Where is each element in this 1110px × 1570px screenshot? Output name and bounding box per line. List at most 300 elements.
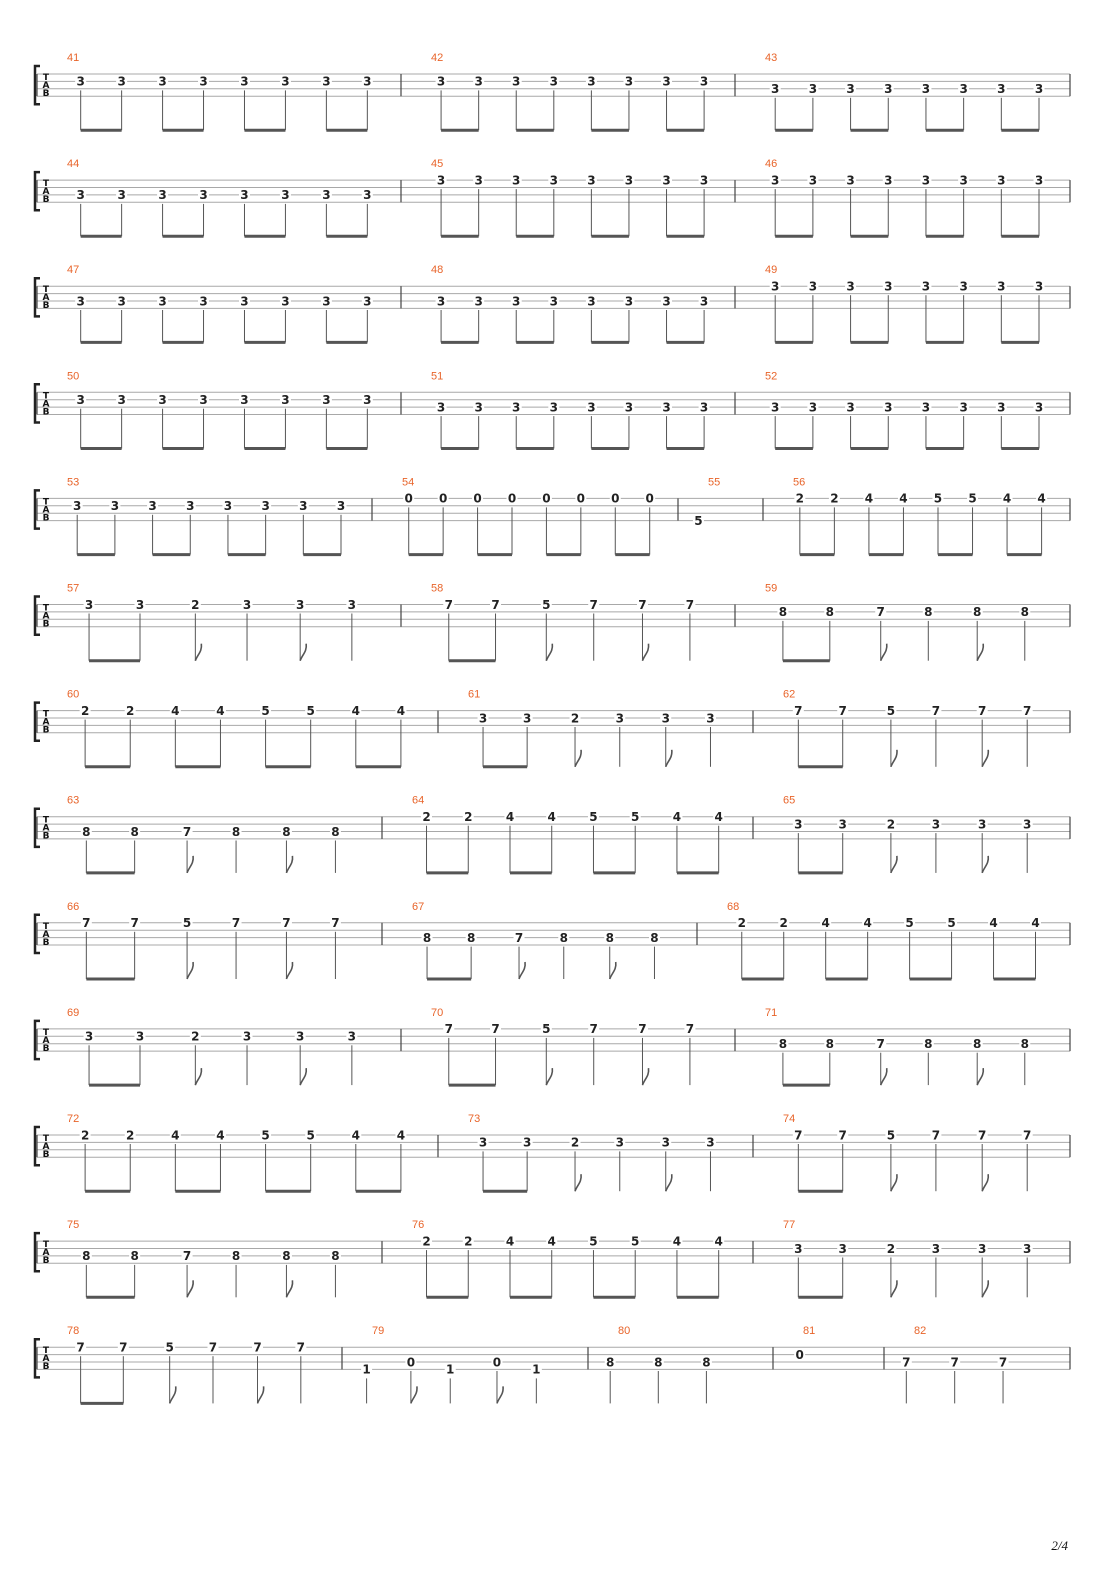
fret-number: 3 — [699, 173, 709, 188]
fret-number: 3 — [336, 499, 346, 514]
fret-number: 3 — [549, 294, 558, 309]
fret-number: 3 — [117, 74, 126, 89]
fret-number: 3 — [997, 82, 1006, 97]
fret-number: 8 — [605, 930, 614, 945]
fret-number: 3 — [808, 82, 818, 97]
measure-number: 47 — [67, 264, 80, 277]
fret-number: 8 — [231, 824, 241, 839]
fret-number: 5 — [968, 491, 977, 506]
note-flag — [300, 1068, 306, 1085]
fret-number: 3 — [959, 279, 968, 294]
fret-number: 3 — [1034, 400, 1044, 415]
fret-number: 2 — [464, 1234, 473, 1249]
tab-clef-letter: A — [42, 1354, 50, 1365]
tab-clef-letter: T — [42, 815, 50, 826]
fret-number: 3 — [931, 817, 941, 832]
fret-number: 7 — [130, 916, 139, 931]
fret-number: 3 — [624, 400, 634, 415]
tab-clef-letter: B — [42, 1043, 50, 1054]
tab-clef-letter: A — [42, 1248, 50, 1259]
fret-number: 7 — [182, 824, 192, 839]
measure-number: 77 — [783, 1219, 796, 1232]
tab-clef-letter: B — [42, 1150, 50, 1160]
fret-number: 2 — [779, 916, 788, 931]
fret-number: 3 — [846, 400, 855, 415]
tab-clef-letter: A — [42, 611, 50, 622]
fret-number: 2 — [80, 1128, 90, 1143]
note-flag — [187, 962, 193, 979]
note-flag — [982, 750, 988, 767]
measure-number: 55 — [708, 476, 721, 489]
fret-number: 3 — [959, 400, 968, 415]
fret-number: 3 — [794, 1241, 803, 1256]
fret-number: 7 — [589, 597, 598, 612]
fret-number: 3 — [242, 597, 252, 612]
fret-number: 8 — [778, 1037, 788, 1051]
fret-number: 3 — [158, 294, 167, 309]
measure-number: 74 — [783, 1113, 796, 1125]
fret-number: 2 — [126, 703, 135, 718]
tab-clef-letter: A — [42, 81, 50, 91]
fret-number: 3 — [148, 499, 157, 514]
fret-number: 8 — [1020, 1037, 1029, 1051]
fret-number: 7 — [950, 1355, 959, 1370]
fret-number: 7 — [978, 1128, 987, 1143]
note-flag — [982, 1280, 988, 1297]
measure-number: 76 — [412, 1219, 425, 1232]
fret-number: 3 — [295, 597, 305, 612]
fret-number: 8 — [282, 824, 291, 839]
fret-number: 3 — [478, 1135, 488, 1150]
tab-clef-letter: T — [42, 1027, 50, 1038]
fret-number: 3 — [699, 74, 709, 89]
fret-number: 7 — [444, 1022, 453, 1037]
fret-number: 3 — [76, 393, 85, 407]
fret-number: 8 — [924, 605, 933, 620]
fret-number: 4 — [505, 1234, 515, 1249]
note-flag — [195, 644, 201, 661]
fret-number: 8 — [702, 1355, 711, 1370]
fret-number: 3 — [699, 294, 709, 309]
fret-number: 8 — [924, 1037, 933, 1051]
note-flag — [187, 1280, 193, 1297]
note-flag — [891, 856, 897, 873]
fret-number: 7 — [82, 916, 91, 931]
fret-number: 3 — [281, 188, 290, 203]
tab-clef-letter: T — [42, 285, 50, 296]
fret-number: 7 — [514, 930, 524, 945]
measure-number: 65 — [783, 794, 796, 807]
measure-number: 50 — [67, 370, 80, 383]
fret-number: 4 — [396, 703, 406, 718]
fret-number: 3 — [884, 279, 893, 294]
fret-number: 3 — [921, 400, 931, 415]
fret-number: 4 — [351, 703, 360, 718]
fret-number: 3 — [997, 400, 1006, 415]
fret-number: 7 — [838, 1128, 847, 1143]
page-number: 2/4 — [1051, 1538, 1068, 1553]
measure-number: 57 — [67, 582, 80, 595]
tab-clef-letter: B — [42, 89, 50, 99]
fret-number: 3 — [478, 711, 488, 726]
fret-number: 3 — [1023, 1241, 1032, 1256]
tab-clef-letter: A — [42, 187, 50, 198]
fret-number: 8 — [1020, 605, 1029, 620]
fret-number: 3 — [706, 1135, 715, 1150]
fret-number: 3 — [884, 82, 893, 97]
fret-number: 3 — [436, 294, 446, 309]
fret-number: 3 — [587, 294, 596, 309]
tab-clef-letter: T — [42, 497, 50, 508]
fret-number: 1 — [446, 1362, 455, 1377]
note-flag — [881, 644, 887, 661]
fret-number: 8 — [422, 930, 432, 945]
fret-number: 3 — [242, 1029, 252, 1044]
fret-number: 3 — [838, 817, 847, 832]
fret-number: 2 — [422, 1234, 431, 1249]
fret-number: 3 — [1034, 82, 1044, 97]
fret-number: 3 — [978, 817, 987, 832]
fret-number: 8 — [82, 824, 91, 839]
fret-number: 2 — [191, 1029, 200, 1044]
fret-number: 3 — [117, 393, 126, 407]
fret-number: 7 — [902, 1355, 911, 1370]
fret-number: 5 — [306, 1128, 315, 1143]
note-flag — [497, 1386, 503, 1403]
measure-number: 41 — [67, 52, 80, 64]
fret-number: 4 — [672, 1234, 682, 1249]
fret-number: 7 — [119, 1340, 128, 1355]
fret-number: 7 — [491, 597, 500, 612]
fret-number: 3 — [846, 82, 855, 97]
fret-number: 3 — [186, 499, 195, 514]
measure-number: 56 — [793, 476, 806, 489]
fret-number: 8 — [331, 1249, 340, 1264]
tab-clef-letter: T — [42, 603, 50, 614]
fret-number: 3 — [363, 294, 372, 309]
fret-number: 3 — [549, 400, 558, 415]
tab-clef-letter: B — [42, 725, 50, 736]
fret-number: 2 — [422, 810, 431, 824]
fret-number: 4 — [216, 703, 225, 718]
fret-number: 3 — [363, 393, 372, 407]
tab-clef-letter: T — [42, 921, 50, 932]
note-flag — [575, 750, 581, 767]
fret-number: 3 — [135, 1029, 145, 1044]
tab-clef-letter: B — [42, 1256, 50, 1267]
note-flag — [891, 750, 897, 767]
fret-number: 4 — [863, 916, 872, 931]
fret-number: 5 — [182, 916, 192, 931]
fret-number: 3 — [699, 400, 709, 415]
tab-clef-letter: T — [42, 73, 50, 83]
fret-number: 4 — [547, 810, 556, 824]
measure-number: 52 — [765, 370, 778, 383]
fret-number: 3 — [76, 294, 85, 309]
fret-number: 2 — [464, 810, 473, 824]
fret-number: 3 — [76, 188, 85, 203]
fret-number: 3 — [240, 393, 249, 407]
fret-number: 3 — [158, 393, 167, 407]
measure-number: 80 — [618, 1325, 631, 1338]
fret-number: 4 — [899, 491, 908, 506]
fret-number: 3 — [281, 294, 290, 309]
note-flag — [891, 1280, 897, 1297]
measure-number: 44 — [67, 158, 80, 171]
fret-number: 3 — [771, 279, 780, 294]
fret-number: 5 — [261, 703, 270, 718]
fret-number: 3 — [73, 499, 82, 514]
fret-number: 2 — [886, 1241, 896, 1256]
fret-number: 5 — [886, 1128, 896, 1143]
fret-number: 4 — [351, 1128, 360, 1143]
fret-number: 3 — [624, 173, 634, 188]
measure-number: 79 — [372, 1325, 385, 1338]
fret-number: 4 — [505, 810, 515, 824]
fret-number: 4 — [864, 491, 874, 506]
measure-number: 59 — [765, 582, 778, 595]
fret-number: 2 — [795, 491, 805, 506]
fret-number: 7 — [685, 597, 695, 612]
fret-number: 3 — [84, 597, 94, 612]
fret-number: 5 — [933, 491, 943, 506]
fret-number: 3 — [363, 74, 372, 89]
note-flag — [300, 644, 306, 661]
tab-clef-letter: T — [42, 1346, 50, 1357]
note-flag — [286, 962, 292, 979]
tab-clef-letter: A — [42, 823, 50, 834]
fret-number: 1 — [532, 1362, 541, 1377]
fret-number: 2 — [570, 1135, 580, 1150]
note-flag — [170, 1386, 176, 1403]
fret-number: 3 — [661, 711, 670, 726]
fret-number: 3 — [199, 393, 208, 407]
fret-number: 3 — [261, 499, 270, 514]
fret-number: 7 — [1023, 703, 1032, 718]
note-flag — [286, 1280, 292, 1297]
fret-number: 3 — [76, 74, 85, 89]
note-flag — [666, 750, 672, 767]
fret-number: 7 — [838, 703, 847, 718]
note-flag — [286, 856, 292, 873]
measure-number: 46 — [765, 158, 778, 171]
fret-number: 5 — [631, 1234, 640, 1249]
note-flag — [642, 644, 648, 661]
fret-number: 4 — [821, 916, 830, 931]
fret-number: 3 — [474, 173, 483, 188]
fret-number: 3 — [436, 74, 446, 89]
fret-number: 8 — [825, 1037, 834, 1051]
measure-number: 67 — [412, 900, 425, 913]
fret-number: 3 — [549, 173, 558, 188]
fret-number: 3 — [158, 74, 167, 89]
fret-number: 4 — [672, 810, 682, 824]
fret-number: 7 — [931, 703, 941, 718]
fret-number: 3 — [240, 294, 249, 309]
measure-number: 61 — [468, 688, 481, 701]
fret-number: 7 — [208, 1340, 218, 1355]
fret-number: 3 — [1034, 279, 1044, 294]
fret-number: 5 — [589, 810, 598, 824]
fret-number: 5 — [306, 703, 315, 718]
fret-number: 3 — [135, 597, 145, 612]
fret-number: 3 — [240, 188, 249, 203]
fret-number: 3 — [706, 711, 715, 726]
note-flag — [881, 1068, 887, 1085]
fret-number: 8 — [606, 1355, 615, 1370]
fret-number: 7 — [331, 916, 340, 931]
fret-number: 7 — [1023, 1128, 1032, 1143]
fret-number: 3 — [587, 74, 596, 89]
measure-number: 49 — [765, 264, 778, 277]
fret-number: 4 — [714, 810, 723, 824]
fret-number: 4 — [171, 703, 180, 718]
fret-number: 3 — [522, 711, 532, 726]
fret-number: 3 — [959, 82, 968, 97]
fret-number: 5 — [542, 1022, 551, 1037]
fret-number: 7 — [794, 703, 803, 718]
measure-number: 68 — [727, 900, 740, 913]
measure-number: 63 — [67, 794, 80, 807]
tab-clef-letter: B — [42, 831, 50, 842]
fret-number: 3 — [1034, 173, 1044, 188]
measure-number: 73 — [468, 1113, 481, 1125]
measure-number: 71 — [765, 1006, 778, 1019]
fret-number: 3 — [884, 400, 893, 415]
note-flag — [187, 856, 193, 873]
measure-number: 78 — [67, 1325, 80, 1338]
fret-number: 8 — [973, 1037, 982, 1051]
fret-number: 3 — [223, 499, 233, 514]
fret-number: 3 — [838, 1241, 847, 1256]
fret-number: 7 — [253, 1340, 262, 1355]
fret-number: 3 — [363, 188, 372, 203]
fret-number: 3 — [240, 74, 249, 89]
fret-number: 3 — [281, 74, 290, 89]
fret-number: 3 — [921, 173, 931, 188]
fret-number: 8 — [650, 930, 659, 945]
fret-number: 3 — [110, 499, 120, 514]
fret-number: 3 — [512, 74, 521, 89]
fret-number: 3 — [921, 82, 931, 97]
fret-number: 3 — [512, 173, 521, 188]
fret-number: 3 — [199, 188, 208, 203]
fret-number: 3 — [771, 82, 780, 97]
tab-clef-letter: T — [42, 709, 50, 720]
tab-clef-letter: A — [42, 929, 50, 940]
fret-number: 4 — [171, 1128, 180, 1143]
fret-number: 4 — [989, 916, 998, 931]
measure-number: 43 — [765, 52, 778, 64]
fret-number: 8 — [130, 824, 139, 839]
fret-number: 3 — [587, 173, 596, 188]
fret-number: 3 — [474, 74, 483, 89]
tab-clef-letter: A — [42, 1035, 50, 1046]
fret-number: 5 — [589, 1234, 598, 1249]
fret-number: 3 — [615, 711, 624, 726]
fret-number: 3 — [322, 294, 331, 309]
fret-number: 8 — [331, 824, 340, 839]
fret-number: 3 — [117, 188, 126, 203]
measure-number: 51 — [431, 370, 444, 383]
measure-number: 48 — [431, 264, 444, 277]
fret-number: 3 — [322, 393, 331, 407]
fret-number: 7 — [978, 703, 987, 718]
note-flag — [546, 1068, 552, 1085]
fret-number: 4 — [1031, 916, 1040, 931]
fret-number: 8 — [825, 605, 834, 620]
fret-number: 0 — [795, 1347, 804, 1362]
fret-number: 3 — [322, 74, 331, 89]
fret-number: 2 — [830, 491, 839, 506]
fret-number: 2 — [570, 711, 580, 726]
fret-number: 8 — [130, 1249, 139, 1264]
fret-number: 3 — [295, 1029, 305, 1044]
fret-number: 0 — [645, 491, 654, 506]
tab-clef-letter: T — [42, 179, 50, 190]
fret-number: 3 — [1023, 817, 1032, 832]
fret-number: 3 — [997, 279, 1006, 294]
fret-number: 5 — [631, 810, 640, 824]
measure-number: 58 — [431, 582, 444, 595]
fret-number: 3 — [587, 400, 596, 415]
fret-number: 5 — [165, 1340, 174, 1355]
tab-clef-letter: B — [42, 1362, 50, 1373]
fret-number: 2 — [126, 1128, 135, 1143]
note-flag — [411, 1386, 417, 1403]
measure-number: 54 — [402, 476, 415, 489]
fret-number: 5 — [947, 916, 956, 931]
tab-clef-letter: B — [42, 195, 50, 206]
measure-number: 69 — [67, 1006, 80, 1019]
note-flag — [982, 1174, 988, 1191]
fret-number: 7 — [876, 1037, 885, 1051]
note-flag — [982, 856, 988, 873]
fret-number: 3 — [615, 1135, 624, 1150]
fret-number: 5 — [542, 597, 551, 612]
note-flag — [610, 962, 616, 979]
fret-number: 3 — [662, 74, 671, 89]
fret-number: 5 — [886, 703, 896, 718]
note-flag — [575, 1174, 581, 1191]
fret-number: 4 — [714, 1234, 723, 1249]
fret-number: 3 — [549, 74, 558, 89]
fret-number: 3 — [512, 400, 521, 415]
fret-number: 4 — [1037, 491, 1046, 506]
fret-number: 3 — [794, 817, 803, 832]
fret-number: 4 — [547, 1234, 556, 1249]
fret-number: 0 — [438, 491, 448, 506]
fret-number: 1 — [362, 1362, 371, 1377]
measure-number: 81 — [803, 1325, 816, 1338]
fret-number: 3 — [884, 173, 893, 188]
fret-number: 0 — [406, 1355, 416, 1370]
tab-clef-letter: T — [42, 1240, 50, 1251]
fret-number: 3 — [959, 173, 968, 188]
measure-number: 72 — [67, 1113, 80, 1125]
fret-number: 3 — [281, 393, 290, 407]
tab-clef-letter: T — [42, 391, 50, 402]
fret-number: 3 — [117, 294, 126, 309]
fret-number: 3 — [347, 1029, 357, 1044]
tab-clef-letter: A — [42, 505, 50, 516]
fret-number: 4 — [216, 1128, 225, 1143]
tab-clef-letter: A — [42, 717, 50, 728]
fret-number: 8 — [82, 1249, 91, 1264]
fret-number: 7 — [282, 916, 291, 931]
fret-number: 0 — [542, 491, 551, 506]
tab-clef-letter: A — [42, 399, 50, 410]
